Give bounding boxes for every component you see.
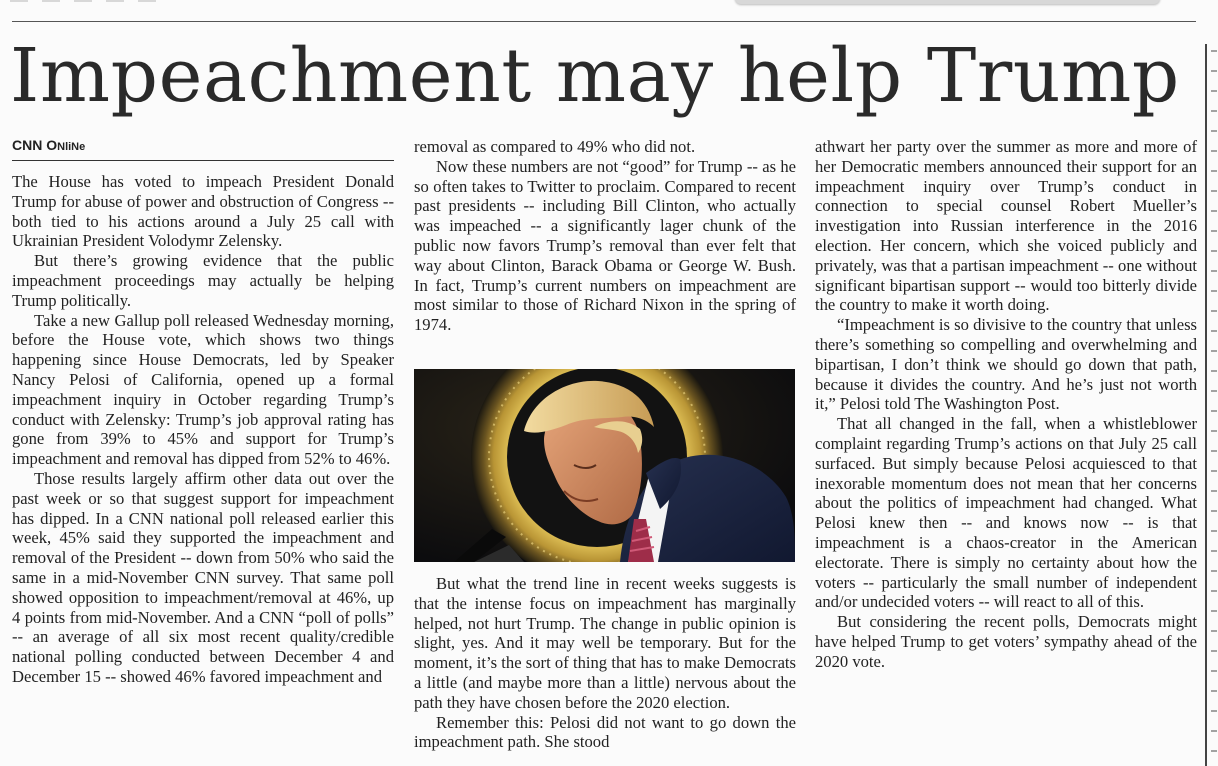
paragraph: But considering the recent polls, Democrats might have helped Trump to get voters’ sympathy ahead of the 2020 vote. xyxy=(815,612,1197,671)
paragraph: “Impeachment is so divisive to the country that unless there’s something so compelling and overwhelming and bipartisan, I don’t think we should go down that path, because it divides the country. And he’s just not worth it,” Pelosi told The Washington Post. xyxy=(815,315,1197,414)
paragraph: The House has voted to impeach President Donald Trump for abuse of power and obstruction of Congress -- both tied to his actions around a July 25 call with Ukrainian President Volodymr Zelensky. xyxy=(12,172,394,251)
headline: Impeachment may help Trump xyxy=(10,33,1180,119)
cropped-text-fragment xyxy=(1211,50,1217,766)
paragraph: Now these numbers are not “good” for Trump -- as he so often takes to Twitter to proclaim. Compared to recent past presidents -- including Bill Clinton, who actually was impeached -- a significantly lager chunk of the public now favors Trump’s removal than ever felt that way about Clinton, Barack Obama or George W. Bush. In fact, Trump’s current numbers on impeachment are most similar to those of Richard Nixon in the spring of 1974. xyxy=(414,156,796,335)
paragraph: Remember this: Pelosi did not want to go down the impeachment path. She stood xyxy=(414,712,796,752)
adjacent-column-edge xyxy=(1205,0,1218,766)
byline-source-suffix: NliNe xyxy=(57,141,86,153)
byline xyxy=(12,136,394,156)
photo-illustration xyxy=(414,369,795,562)
column-1 xyxy=(12,172,394,766)
column-2-bottom xyxy=(414,574,796,766)
paragraph: removal as compared to 49% who did not. xyxy=(414,137,696,156)
column-divider xyxy=(1205,44,1207,766)
paragraph: Take a new Gallup poll released Wednesday morning, before the House vote, which shows two things happening since House Democrats, led by Speaker Nancy Pelosi of California, opened up a formal impeachment inquiry in October regarding Trump’s conduct with Zelensky: Trump’s job approval rating has gone from 39% to 45% and support for Trump’s impeachment and removal has dipped from 52% to 46%. xyxy=(12,310,394,469)
cropped-text-fragment xyxy=(10,0,170,2)
paragraph: But what the trend line in recent weeks suggests is that the intense focus on impeachment has marginally helped, not hurt Trump. The change in public opinion is slight, yes. And it may well be temporary. But for the moment, it’s the sort of thing that has to make Democrats a little (and maybe more than a little) nervous about the path they have chosen before the 2020 election. xyxy=(414,574,796,712)
byline-source: CNN O xyxy=(12,137,58,153)
paragraph: But there’s growing evidence that the public impeachment proceedings may actually be helping Trump politically. xyxy=(12,251,394,310)
paragraph: That all changed in the fall, when a whistleblower complaint regarding Trump’s actions on that July 25 call surfaced. But simply because Pelosi acquiesced to that inexorable momentum does not mean that her concerns about the politics of impeachment had changed. What Pelosi knew then -- and knows now -- is that impeachment is a chaos-creator in the American electorate. There is simply no certainty about how the voters -- particularly the small number of independent and/or undecided voters -- will react to all of this. xyxy=(815,414,1197,612)
top-rule xyxy=(12,21,1196,22)
column-3 xyxy=(815,137,1197,766)
byline-rule xyxy=(12,160,394,161)
trump-photo xyxy=(414,369,795,562)
previous-page-edge xyxy=(0,0,1218,8)
paragraph: athwart her party over the summer as more and more of her Democratic members announced their support for an impeachment inquiry over Trump’s conduct in connection to special counsel Robert Mueller’s investigation into Russian interference in the 2016 election. Her concern, which she voiced publicly and privately, was that a partisan impeachment -- one without significant bipartisan support -- would too bitterly divide the country to make it worth doing. xyxy=(815,137,1197,315)
paragraph: Those results largely affirm other data out over the past week or so that suggest support for impeachment has dipped. In a CNN national poll released earlier this week, 45% said they supported the impeachment and removal of the President -- down from 50% who said the same in a mid-November CNN survey. That same poll showed opposition to impeachment/removal at 46%, up 4 points from mid-November. And a CNN “poll of polls” -- an average of all six most recent quality/credible national polling conducted between December 4 and December 15 -- showed 46% favored impeachment and xyxy=(12,468,394,686)
cropped-banner-fragment xyxy=(735,0,1160,4)
column-2-top xyxy=(414,137,796,335)
